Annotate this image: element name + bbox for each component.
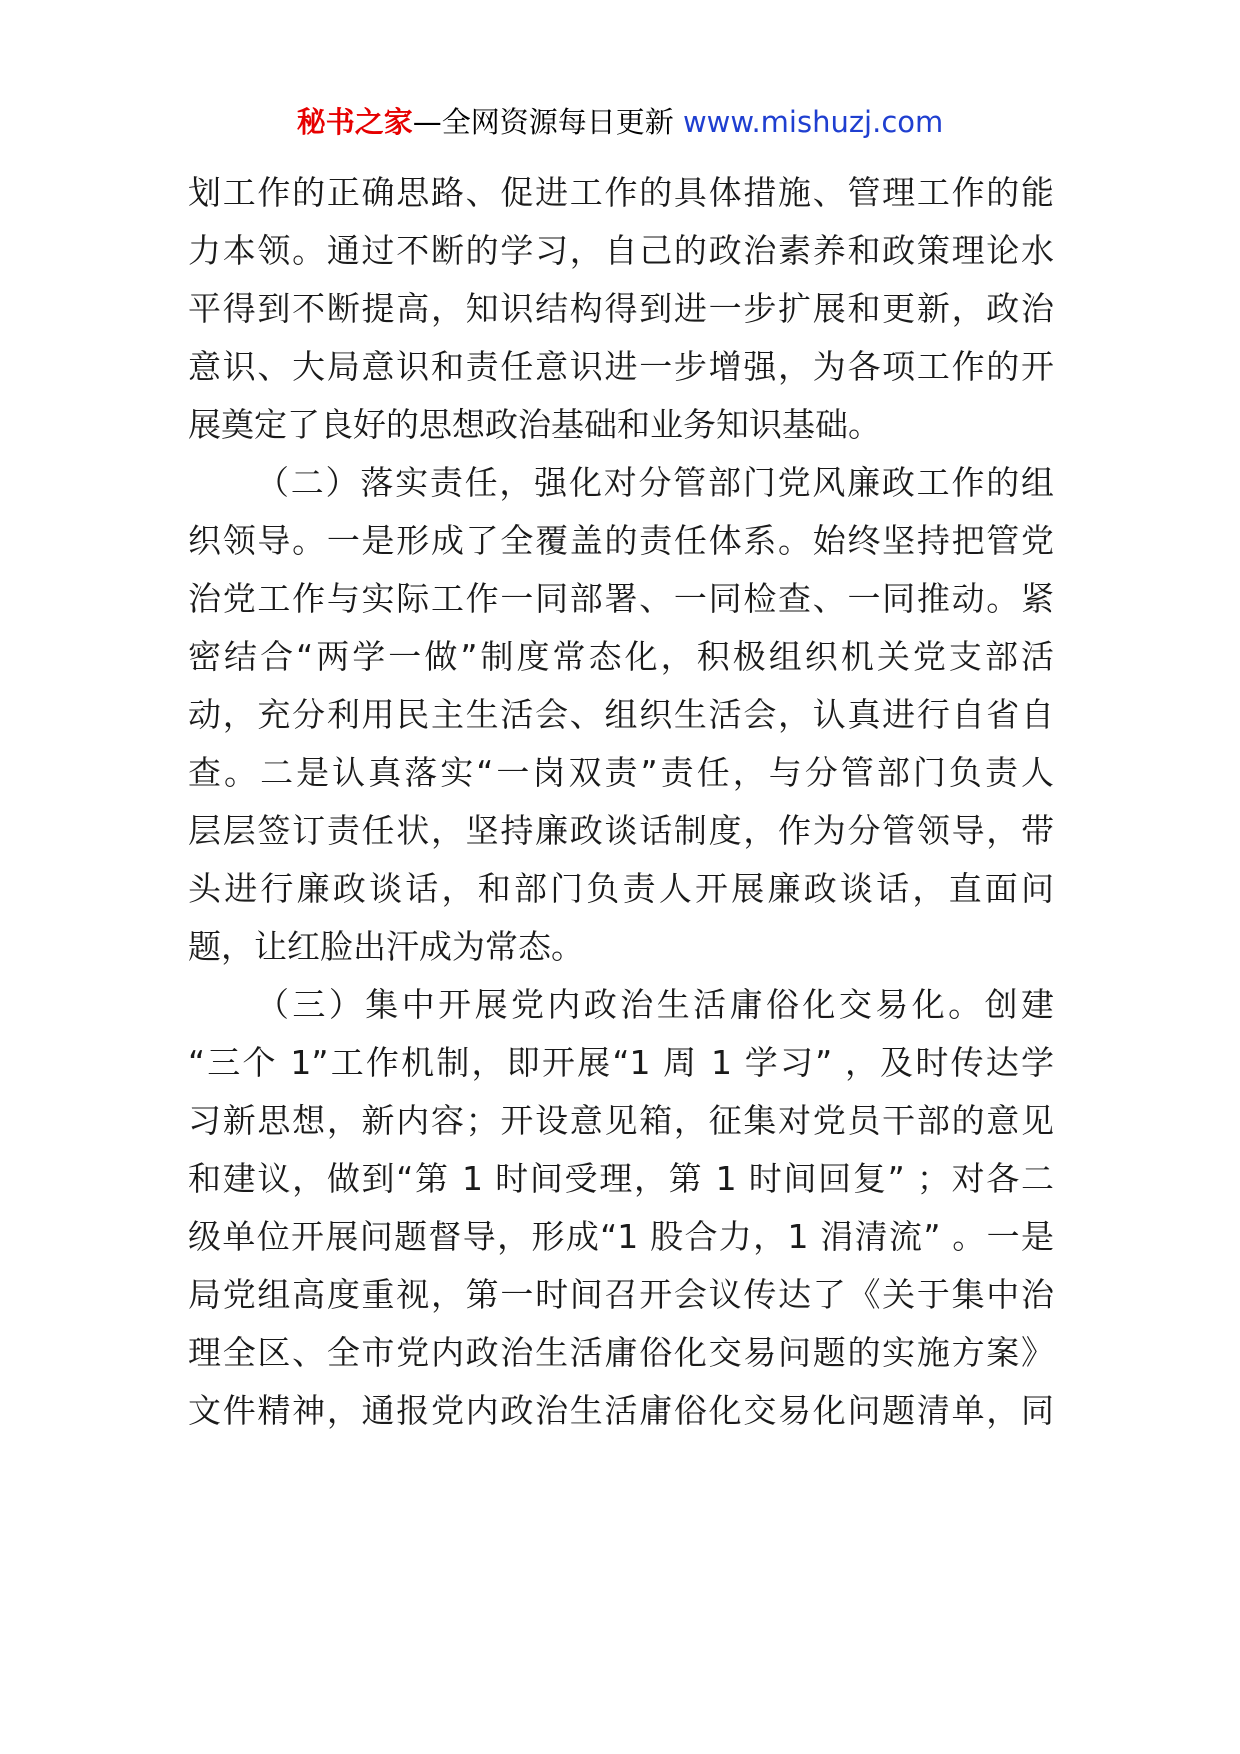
header-brand: 秘书之家 — [296, 105, 413, 139]
text-line: 密结合“两学一做”制度常态化，积极组织机关党支部活 — [188, 637, 1054, 676]
text-line: 题，让红脸出汗成为常态。 — [188, 927, 584, 966]
text-line: 习新思想，新内容；开设意见箱，征集对党员干部的意见 — [188, 1101, 1054, 1140]
text-line: “三个 1”工作机制，即开展“1 周 1 学习” ，及时传达学 — [188, 1043, 1054, 1082]
text-line: 划工作的正确思路、促进工作的具体措施、管理工作的能 — [188, 173, 1054, 212]
paragraph-heading-3: （三）集中开展党内政治生活庸俗化交易化。创建 — [256, 985, 1054, 1024]
page-header — [0, 100, 1240, 144]
text-line: 层层签订责任状，坚持廉政谈话制度，作为分管领导，带 — [188, 811, 1054, 850]
text-line: 动，充分利用民主生活会、组织生活会，认真进行自省自 — [188, 695, 1054, 734]
header-slogan: —全网资源每日更新 — [412, 105, 683, 139]
text-line: 展奠定了良好的思想政治基础和业务知识基础。 — [188, 405, 881, 444]
text-line: 织领导。一是形成了全覆盖的责任体系。始终坚持把管党 — [188, 521, 1054, 560]
text-line: 级单位开展问题督导，形成“1 股合力，1 涓清流” 。一是 — [188, 1217, 1054, 1256]
paragraph-heading-2: （二）落实责任，强化对分管部门党风廉政工作的组 — [256, 463, 1054, 502]
text-line: 治党工作与实际工作一同部署、一同检查、一同推动。紧 — [188, 579, 1054, 618]
text-line: 力本领。通过不断的学习，自己的政治素养和政策理论水 — [188, 231, 1054, 270]
text-line: 意识、大局意识和责任意识进一步增强，为各项工作的开 — [188, 347, 1054, 386]
header-url-link[interactable]: www.mishuzj.com — [682, 105, 944, 139]
text-line: 头进行廉政谈话，和部门负责人开展廉政谈话，直面问 — [188, 869, 1054, 908]
text-line: 平得到不断提高，知识结构得到进一步扩展和更新，政治 — [188, 289, 1054, 328]
text-line: 和建议，做到“第 1 时间受理，第 1 时间回复” ；对各二 — [188, 1159, 1054, 1198]
text-line: 文件精神，通报党内政治生活庸俗化交易化问题清单，同 — [188, 1391, 1054, 1430]
text-line: 理全区、全市党内政治生活庸俗化交易问题的实施方案》 — [188, 1333, 1054, 1372]
text-line: 局党组高度重视，第一时间召开会议传达了《关于集中治 — [188, 1275, 1054, 1314]
text-line: 查。二是认真落实“一岗双责”责任，与分管部门负责人 — [188, 753, 1054, 792]
